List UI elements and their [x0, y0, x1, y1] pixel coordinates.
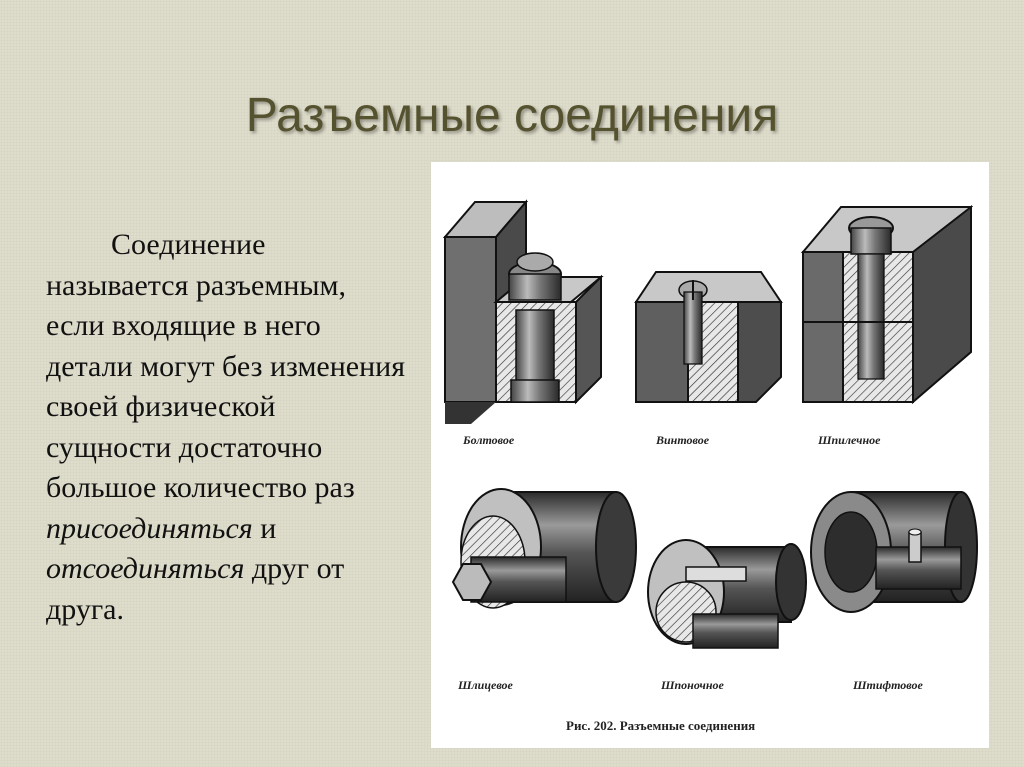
key-joint-drawing	[648, 540, 806, 648]
caption-bolted: Болтовое	[463, 433, 515, 447]
spline-joint-drawing	[453, 489, 636, 608]
caption-spline: Шлицевое	[458, 678, 513, 692]
definition-text: Соединение называется разъемным, если входящие в него детали могут без изменения своей физической сущности достаточно большое количество раз	[46, 228, 406, 504]
slide-title: Разъемные соединения	[245, 89, 779, 142]
figure-title: Рис. 202. Разъемные соединения	[566, 718, 756, 733]
conjunction: и	[252, 511, 277, 545]
term-detach: отсоединяться	[46, 552, 245, 585]
pin-joint-drawing	[811, 492, 977, 612]
caption-stud: Шпилечное	[818, 433, 881, 447]
term-attach: присоединяться	[46, 511, 253, 545]
caption-pin: Штифтовое	[853, 678, 923, 692]
definition-ending: друг от друга.	[46, 552, 345, 626]
caption-key: Шпоночное	[661, 678, 724, 692]
definition-paragraph	[46, 225, 406, 630]
caption-screw: Винтовое	[656, 433, 710, 447]
body-text	[46, 225, 406, 630]
stud-joint-drawing	[803, 207, 971, 402]
screw-joint-drawing	[636, 272, 781, 402]
bolted-joint-drawing	[445, 202, 601, 424]
connections-figure	[431, 162, 989, 748]
